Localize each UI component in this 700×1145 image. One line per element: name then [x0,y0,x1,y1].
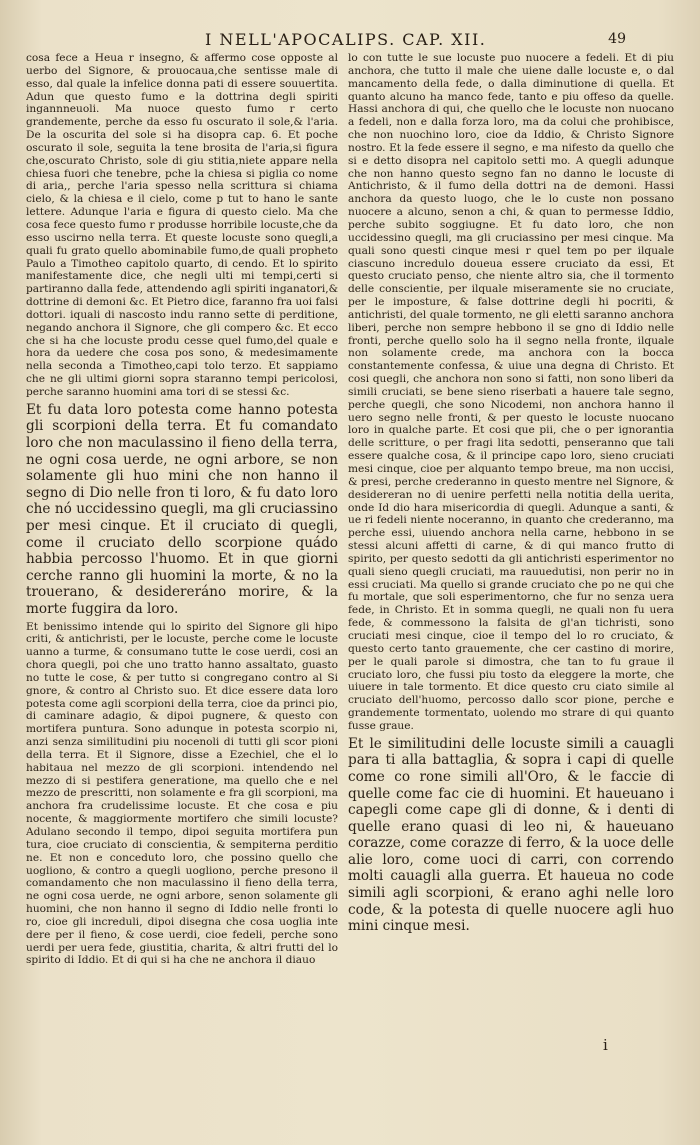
running-title: I NELL'APOCALIPS. CAP. XII. [205,30,487,49]
signature-mark: i [603,1036,608,1054]
running-header [0,30,700,54]
scripture-lemma: Et le similitudini delle locuste simili a cauagli para ti alla battaglia, & sopra i capi di quelle come co rone simili all'Oro, & le faccie di quelle come fac cie di huomini. Et haueuano i capegli come cape gli di donne, & i denti di quelle erano quasi di leo ni, & haueuano corazze, come corazze di ferro, & la uoce delle alie loro, come uoci di carri, con correndo molti cauagli alla guerra. Et haueua no code simili agli scorpioni, & erano aghi nelle loro code, & la potesta di quelle nuocere agli huo mini cinque mesi. [348,735,674,935]
commentary-paragraph: cosa fece a Heua r insegno, & affermo cose opposte al uerbo del Signore, & prouocaua,che sentisse male di esso, dal quale la infelice donna pati di essere souuertita. Adun que questo fumo e la dottrina degli spiriti ingannneuoli. Ma nuoce questo fumo r certo grandemente, perche da esso fu oscurato il sole,& l'aria. De la oscurita del sole si ha disopra cap. 6. Et poche oscurato il sole, seguita la tene brosita de l'aria,si figura che,oscurato Christo, sole di giu stitia,niete appare nella chiesa fuori che tenebre, pche la chiesa si piglia co nome di aria,, perche l'aria spesso nella scrittura si chiama cielo, & la chiesa e il cielo, come p tut to hano le sante lettere. Adunque l'aria e figura di questo cielo. Ma che cosa fece questo fumo r produsse horribile locuste,che da esso uscirno nella terra. Et queste locuste sono quegli,a quali fu grato quello abominabile fumo,de quali propheto Paulo a Timotheo capitolo quarto, di cendo. Et lo spirito manifestamente dice, che negli ulti mi tempi,certi si partiranno dalla fede, attendendo agli spiriti inganatori,& dottrine di demoni &c. Et Pietro dice, faranno fra uoi falsi dottori. iquali di nascosto indu ranno sette di perditione, negando anchora il Signore, che gli compero &c. Et ecco che si ha che locuste produ cesse quel fumo,del quale e hora da uedere che cosa pos sono, & medesimamente nella seconda a Timotheo,capi tolo terzo. Et sappiamo che ne gli ultimi giorni sopra staranno tempi pericolosi, perche saranno huomini ama tori di se stessi &c. [26,52,338,398]
commentary-paragraph: lo con tutte le sue locuste puo nuocere a fedeli. Et di piu anchora, che tutto il male che uiene dalle locuste e, o dal mancamento della fede, o dalla diminutione di quella. Et quanto alcuno ha manco fede, tanto e piu offeso da quelle. Hassi anchora di qui, che quello che le locuste non nuocano a fedeli, non e dalla forza loro, ma da colui che prohibisce, che non nuochino loro, cioe da Iddio, & Christo Signore nostro. Et la fede essere il segno, e ma nifesto da quello che si e detto disopra nel capitolo setti mo. A quegli adunque che non hanno questo segno fan no danno le locuste di Antichristo, & il fumo della dottri na de demoni. Hassi anchora da questo luogo, che le lo custe non possano nuocere a alcuno, senon a chi, & quan to permesse Iddio, perche subito soggiugne. Et fu dato loro, che non uccidessino quegli, ma gli cruciassino per mesi cinque. Ma quali sono questi cinque mesi r quel tem po per ilquale ciascuno incredulo doueua essere cruciato da essi, Et questo cruciato penso, che niente altro sia, che il tormento delle conscientie, per ilquale miseramente sie no cruciate, per le imposture, & false dottrine degli hi pocriti, & antichristi, del quale tormento, ne gli eletti saranno anchora liberi, perche non sempre hebbono il se gno di Iddio nelle fronti, perche quello solo ha il segno nella fronte, ilquale non solamente crede, ma anchora con la bocca constantemente confessa, & uiue una degna di Christo. Et cosi quegli, che anchora non sono si fatti, non sono liberi da simili cruciati, se bene sieno riserbati a hauere tale segno, perche quegli, che sono Nicodemi, non anchora hanno il uero segno nelle fronti, & per questo le locuste nuocano loro in qualche parte. Et cosi que pii, che o per ignorantia delle scritture, o per fragi lita sedotti, penseranno que tali essere qualche cosa, & il principe capo loro, sieno cruciati mesi cinque, cioe per alquanto tempo breue, ma non uccisi, & presi, perche crederanno in questo mentre nel Signore, & desidereran no di uenire perfetti nella notitia della uerita, onde Id dio hara misericordia di quegli. Adunque a santi, & ue ri fedeli niente noceranno, in quanto che crederanno, ma perche essi, uiuendo anchora nella carne, hebbono in se stessi alcuni affetti di carne, & di qui manco frutto di spirito, per questo sedotti da gli antichristi esperimentor no quali sieno quegli cruciati, ma rauuedutisi, non perir no in essi cruciati. Ma quello si grande cruciato che po ne qui che fu mortale, que soli esperimentorno, che fur no senza uera fede, in Christo. Et in somma quegli, ne quali non fu uera fede, & commessono la falsita de gl'an tichristi, sono cruciati mesi cinque, cioe il tempo del lo ro cruciato, & questo certo tanto grauemente, che cer castino di morire, per le quali parole si dimostra, che tan to fu graue il cruciato loro, che fussi piu tosto da eleggere la morte, che uiuere in tale tormento. Et dice questo cru ciato simile al cruciato dell'huomo, percosso dallo scor pione, perche e grandemente tormentato, uolendo mo strare di qui quanto fusse graue. [348,52,674,732]
left-column [26,52,338,1132]
page-number: 49 [608,31,626,47]
right-column [348,52,674,1122]
commentary-paragraph: Et benissimo intende qui lo spirito del Signore gli hipo criti, & antichristi, per le locuste, perche come le locuste uanno a turme, & consumano tutte le cose uerdi, cosi an chora quegli, poi che uno tratto hanno assaltato, guasto no tutte le cose, & per tutto si congregano contro al Si gnore, & contro al Christo suo. Et dice essere data loro potesta come agli scorpioni della terra, cioe da princi pio, di caminare adagio, & dipoi pugnere, & questo con mortifera puntura. Sono adunque in potesta scorpio ni, anzi senza similitudini piu nocenoli di tutti gli scor pioni della terra. Et il Signore, disse a Ezechiel, che el lo habitaua nel mezzo de gli scorpioni. intendendo nel mezzo di si pestifera generatione, ma quello che e nel mezzo de prescritti, non solamente e fra gli scorpioni, ma anchora fra crudelissime locuste. Et che cosa e piu nocente, & maggiormente mortifero che simili locuste? Adulano secondo il tempo, dipoi seguita mortifera pun tura, cioe cruciato di conscientia, & sempiterna perditio ne. Et non e conceduto loro, che possino quello che uogliono, & contro a quegli uogliono, perche presono il comandamento che non maculassino il fieno della terra, ne ogni cosa uerde, ne ogni arbore, senon solamente gli huomini, che non hanno il segno di Iddio nelle fronti lo ro, cioe gli increduli, dipoi disegna che cosa uoglia inte dere per il fieno, & cose uerdi, cioe fedeli, perche sono uerdi per uera fede, giustitia, charita, & altri frutti del lo spirito di Iddio. Et di qui si ha che ne anchora il diauo [26,620,338,967]
scripture-lemma: Et fu data loro potesta come hanno potesta gli scorpioni della terra. Et fu comandato loro che non maculassino il fieno della terra, ne ogni cosa uerde, ne ogni arbore, se non solamente gli huo mini che non hanno il segno di Dio nelle fron ti loro, & fu dato loro che nó uccidessino quegli, ma gli cruciassino per mesi cinque. Et il cruciato di quegli, come il cruciato dello scorpione quádo habbia percosso l'huomo. Et in que giorni cerche ranno gli huomini la morte, & no la trouerano, & desidereráno morire, & la morte fuggira da loro. [26,401,338,617]
